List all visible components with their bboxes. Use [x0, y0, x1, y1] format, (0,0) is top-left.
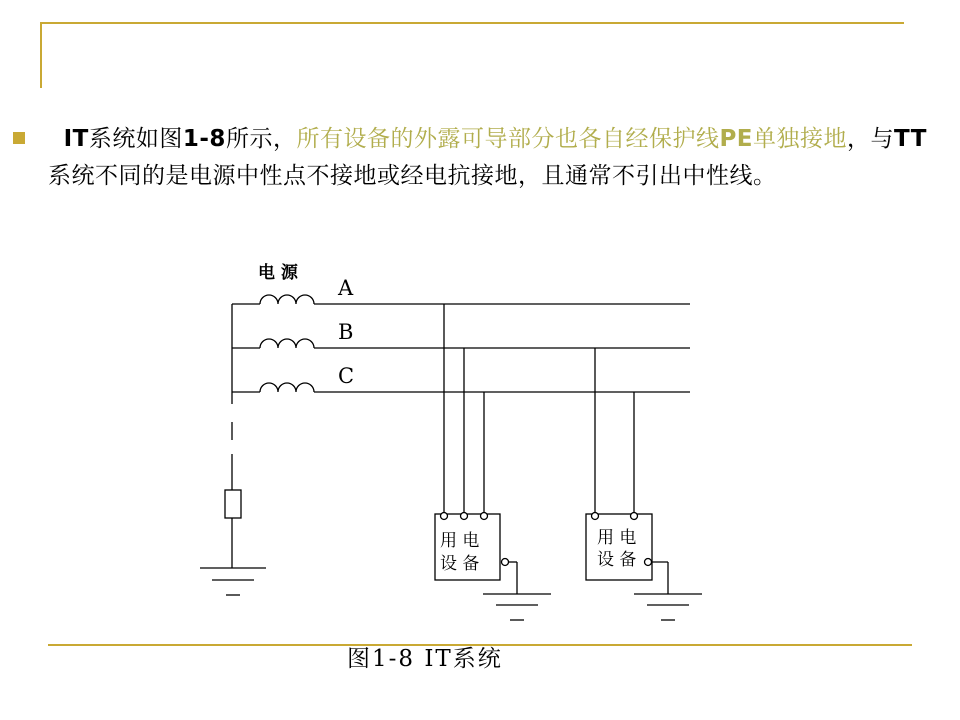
figure-caption: 图1-8 IT系统: [347, 646, 503, 672]
coil-c: [260, 383, 314, 392]
device2-label-line1: 用 电: [597, 528, 637, 548]
device1-label-line1: 用 电: [440, 531, 480, 551]
text-highlight-1: 所有设备的外露可导部分也各自经保护线: [296, 126, 720, 152]
device1-label-line2: 设 备: [440, 554, 480, 574]
device1-terminal-a: [441, 513, 448, 520]
device2-pe-terminal: [645, 559, 652, 566]
coil-b: [260, 339, 314, 348]
phase-label-a: A: [338, 276, 354, 300]
source-label: 电 源: [258, 263, 298, 283]
device1-terminal-c: [481, 513, 488, 520]
text-highlight-2: 单独接地: [753, 126, 848, 152]
text-it: IT: [63, 126, 89, 152]
device1-terminal-b: [461, 513, 468, 520]
coil-a: [260, 295, 314, 304]
text-fig-ref: 1-8: [182, 126, 226, 152]
text-pe: PE: [719, 126, 754, 152]
earthing-impedance: [225, 490, 241, 518]
text-seg8: ，与: [847, 126, 895, 152]
device2-terminal-c: [631, 513, 638, 520]
phase-label-c: C: [338, 364, 355, 388]
device1-pe-terminal: [502, 559, 509, 566]
phase-label-b: B: [338, 320, 354, 344]
text-seg4: 所示，: [225, 126, 297, 152]
text-seg10: 系统不同的是电源中性点不接地或经电抗接地，且通常不引出中性线。: [48, 163, 777, 189]
text-tt: TT: [894, 126, 927, 152]
device2-terminal-b: [592, 513, 599, 520]
text-seg2: 系统如图: [88, 126, 183, 152]
device2-label-line2: 设 备: [597, 550, 637, 570]
